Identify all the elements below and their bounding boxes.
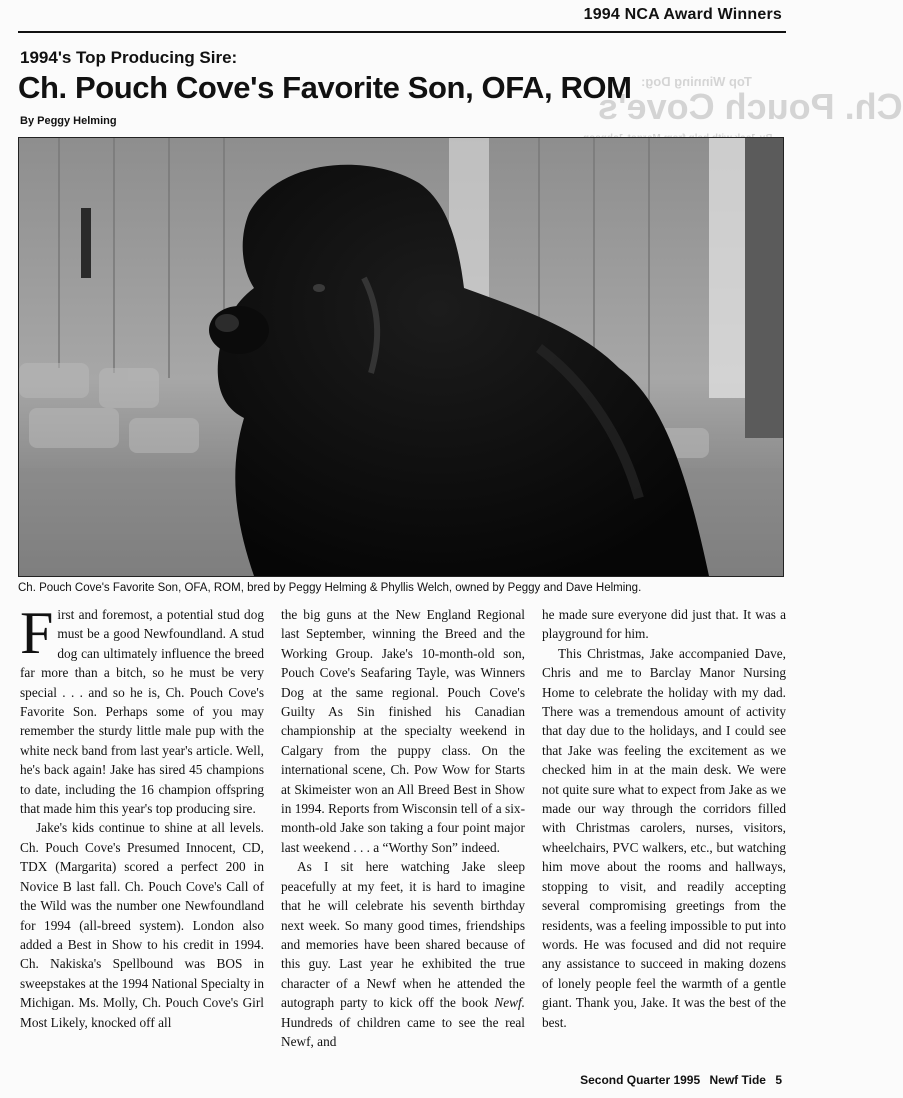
article-headline: Ch. Pouch Cove's Favorite Son, OFA, ROM (18, 70, 632, 105)
photo-caption: Ch. Pouch Cove's Favorite Son, OFA, ROM, bred by Peggy Helming & Phyllis Welch, owned by Peggy and Dave Helming. (18, 582, 642, 594)
page-number: 5 (775, 1073, 782, 1087)
book-title: Newf. (494, 995, 525, 1011)
paragraph (281, 857, 525, 1051)
page-footer (574, 1073, 782, 1087)
paragraph: the big guns at the New England Regional last September, winning the Breed and the Working Group. Jake's 10-month-old son, Pouch Cove's Seafaring Tayle, was Winners Dog at the same regional. Pouch Cove's Guilty As Sin finished his Canadian championship at the specialty weekend in Calgary from the puppy class. On the international scene, Ch. Pow Wow for Starts at Skimeister won an All Breed Best in Show in 1994. Reports from Wisconsin tell of a six-month-old Jake son taking a four point major last weekend . . . a “Worthy Son” indeed. (281, 607, 525, 855)
paragraph-text: Hundreds of children came to see the real Newf, and (281, 1014, 525, 1049)
show-through-line-1: Top Winning Dog: (641, 74, 752, 89)
issue-date: Second Quarter 1995 (580, 1073, 701, 1087)
column-3 (542, 605, 786, 1035)
newfoundland-dog-photo (19, 138, 783, 576)
paragraph: This Christmas, Jake accompanied Dave, Chris and me to Barclay Manor Nursing Home to celebrate the holiday with my dad. There was a tremendous amount of activity that day due to the holidays, and I could see that Jake was feeling the excitement as we checked him in at the main desk. We were not quite sure what to expect from Jake as we made our way through the corridors filled with Christmas carolers, nurses, visitors, wheelchairs, PVC walkers, etc., but watching him move about the rooms and hallways, stopping to visit, and readily accepting several compromising greetings from the residents, was a feeling impossible to put into words. He was focused and did not require any assistance to succeed in making dozens of lonely people feel the warmth of a gentle giant. Thank you, Jake. It was the best of the best. (542, 645, 786, 1030)
paragraph: Jake's kids continue to shine at all levels. Ch. Pouch Cove's Presumed Innocent, CD, TDX (Margarita) scored a perfect 200 in Novice B last fall. Ch. Pouch Cove's Call of the Wild was the number one Newfoundland for 1994 (all-breed system). London also added a Best in Show to his credit in 1994. Ch. Nakiska's Spellbound was BOS in sweepstakes at the 1994 National Specialty in Michigan. Ms. Molly, Ch. Pouch Cove's Girl Most Likely, knocked off all (20, 820, 264, 1030)
paragraph-text: irst and foremost, a potential stud dog must be a good Newfoundland. A stud dog can ultimately influence the breed far more than a bitch, so he must be very special . . . and so he is, Ch. Pouch Cove's Favorite Son. Perhaps some of you may remember the sturdy little male pup with the white neck band from last year's article. Well, he's back again! Jake has sired 45 champions to date, including the 16 champion offspring that made him this year's top producing sire. (20, 607, 264, 817)
column-1 (20, 600, 264, 1035)
column-2 (281, 605, 525, 1049)
article-byline: By Peggy Helming (20, 115, 117, 127)
publication-name: Newf Tide (709, 1073, 766, 1087)
header-rule (18, 31, 786, 33)
drop-cap: F (20, 600, 54, 666)
paragraph-text: As I sit here watching Jake sleep peacefully at my feet, it is hard to imagine that he will celebrate his seventh birthday next week. So many good times, friendships and memories have been shared because of this guy. Last year he exhibited the true character of a Newf when he attended the autograph party to kick off the book (281, 859, 525, 1011)
article-kicker: 1994's Top Producing Sire: (20, 48, 238, 67)
show-through-line-2: Ch. Pouch Cove's (598, 86, 903, 127)
running-head (0, 0, 800, 34)
paragraph: he made sure everyone did just that. It was a playground for him. (542, 607, 786, 642)
dog-photo (18, 137, 784, 577)
paragraph (20, 600, 264, 818)
article-body (20, 600, 786, 1049)
section-title: 1994 NCA Award Winners (583, 6, 782, 23)
